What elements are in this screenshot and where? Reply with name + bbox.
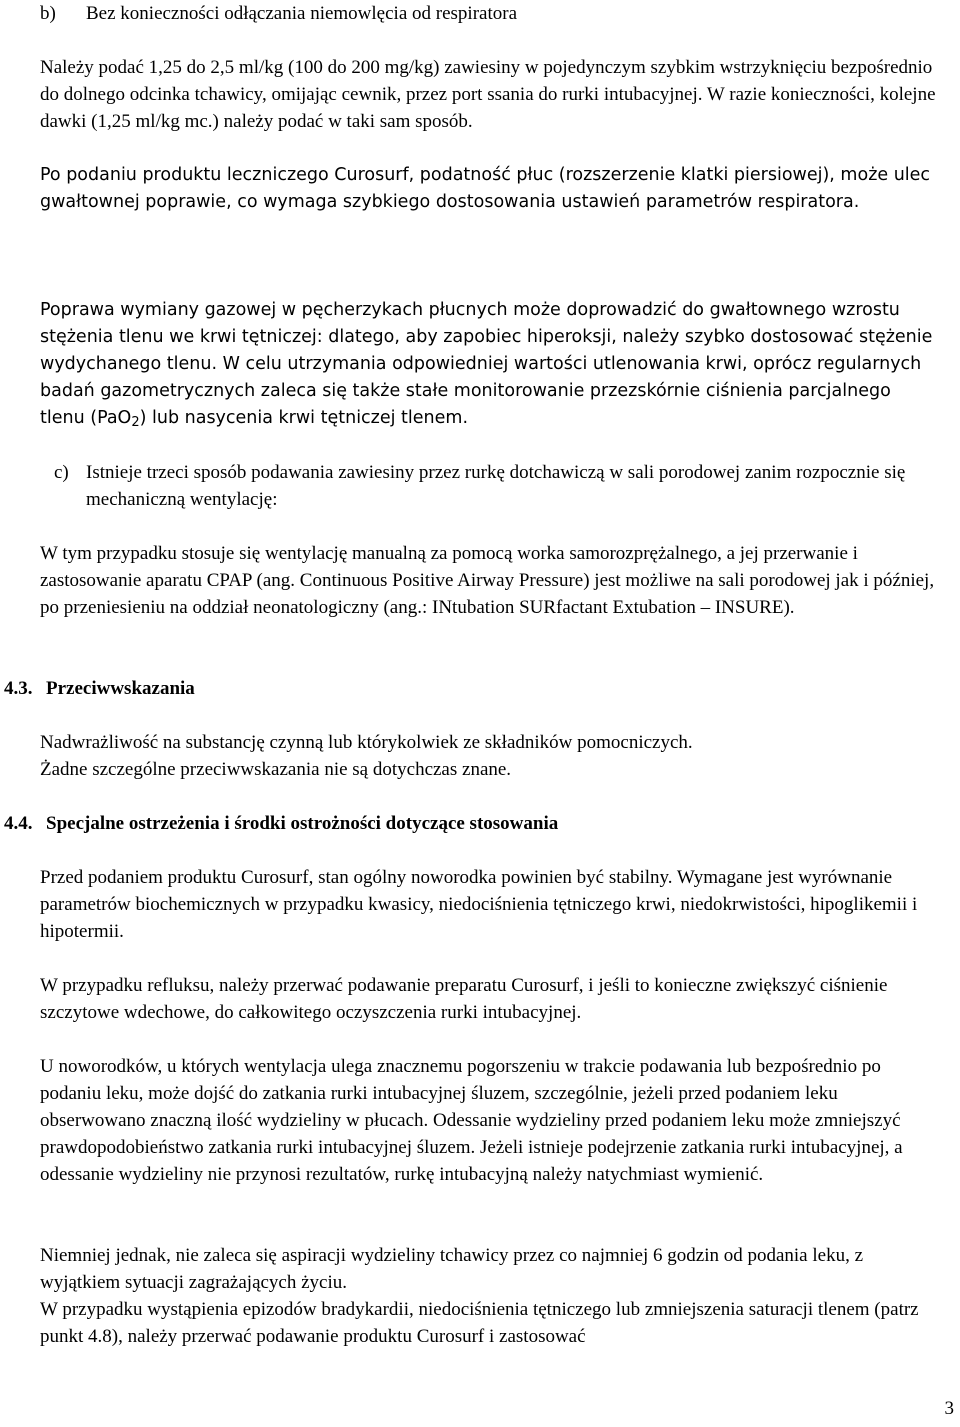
section-heading-4-3: [4, 675, 195, 702]
section-number: 4.4.: [4, 813, 33, 834]
paragraph-insure: W tym przypadku stosuje się wentylację manualną za pomocą worka samorozprężalnego, a jej przerwanie i zastosowanie aparatu CPAP (ang. Continuous Positive Airway Pressure) jest możliwe na sali porodowej jak i później, po przeniesieniu na oddział neonatologiczny (ang.: INtubation SURfactant Extubation – INSURE).: [40, 543, 935, 618]
paragraph-hypersensitivity: Nadwrażliwość na substancję czynną lub którykolwiek ze składników pomocniczych.: [40, 732, 693, 753]
paragraph-bradycardia: W przypadku wystąpienia epizodów bradykardii, niedociśnienia tętniczego lub zmniejszenia saturacji tlenem (patrz punkt 4.8), należy przerwać podawanie produktu Curosurf i zastosować: [40, 1299, 919, 1347]
list-text-b: Bez konieczności odłączania niemowlęcia od respiratora: [86, 3, 517, 24]
section-number: 4.3.: [4, 678, 33, 699]
paragraph-aspiration: Niemniej jednak, nie zaleca się aspiracji wydzieliny tchawicy przez co najmniej 6 godzin od podania leku, z wyjątkiem sytuacji zagrażających życiu.: [40, 1245, 864, 1293]
paragraph-lung-compliance: Po podaniu produktu leczniczego Curosurf, podatność płuc (rozszerzenie klatki piersiowej), może ulec gwałtownej poprawie, co wymaga szybkiego dostosowania ustawień parametrów respiratora.: [40, 165, 931, 212]
paragraph-gas-exchange: [40, 297, 940, 432]
subscript-2: 2: [131, 415, 140, 430]
paragraph-reflux: W przypadku refluksu, należy przerwać podawanie preparatu Curosurf, i jeśli to konieczne zwiększyć ciśnienie szczytowe wdechowe, do całkowitego oczyszczenia rurki intubacyjnej.: [40, 975, 888, 1023]
section-title: Przeciwwskazania: [46, 678, 195, 699]
list-text-c: Istnieje trzeci sposób podawania zawiesiny przez rurkę dotchawiczą w sali porodowej zanim rozpocznie się mechaniczną wentylację:: [86, 462, 906, 510]
gas-exchange-text: Poprawa wymiany gazowej w pęcherzykach płucnych może doprowadzić do gwałtownego wzrostu stężenia tlenu we krwi tętniczej: dlatego, aby zapobiec hiperoksji, należy szybko dostosować stężenie wydychanego tlenu. W celu utrzymania odpowiedniej wartości utlenowania krwi, oprócz regularnych badań gazometrycznych zaleca się także stałe monitorowanie przezskórnie ciśnienia parcjalnego tlenu (PaO: [40, 300, 933, 428]
paragraph-no-contraindications: Żadne szczególne przeciwwskazania nie są dotychczas znane.: [40, 759, 512, 780]
list-marker-b: b): [40, 3, 56, 24]
list-marker-c: c): [54, 462, 69, 483]
paragraph-stability: Przed podaniem produktu Curosurf, stan ogólny noworodka powinien być stabilny. Wymagane jest wyrównanie parametrów biochemicznych w przypadku kwasicy, niedociśnienia tętniczego krwi, niedokrwistości, hipoglikemii i hipotermii.: [40, 867, 918, 942]
section-heading-4-4: [4, 810, 558, 837]
page-number: 3: [944, 1398, 954, 1419]
gas-exchange-text-end: ) lub nasycenia krwi tętniczej tlenem.: [139, 408, 469, 428]
paragraph-tube-obstruction: U noworodków, u których wentylacja ulega znacznemu pogorszeniu w trakcie podawania lub bezpośrednio po podaniu leku, może dojść do zatkania rurki intubacyjnej śluzem, szczególnie, jeżeli przed podaniem leku obserwowano znaczną ilość wydzieliny w płucach. Odessanie wydzieliny przed podaniem leku może zmniejszyć prawdopodobieństwo zatkania rurki intubacyjnej śluzem. Jeżeli istnieje podejrzenie zatkania rurki intubacyjnej, a odessanie wydzieliny nie przynosi rezultatów, rurkę intubacyjną należy natychmiast wymienić.: [40, 1056, 903, 1185]
section-title: Specjalne ostrzeżenia i środki ostrożności dotyczące stosowania: [46, 813, 559, 834]
paragraph-dosage: Należy podać 1,25 do 2,5 ml/kg (100 do 200 mg/kg) zawiesiny w pojedynczym szybkim wstrzyknięciu bezpośrednio do dolnego odcinka tchawicy, omijając cewnik, przez port ssania do rurki intubacyjnej. W razie konieczności, kolejne dawki (1,25 ml/kg mc.) należy podać w taki sam sposób.: [40, 57, 936, 132]
